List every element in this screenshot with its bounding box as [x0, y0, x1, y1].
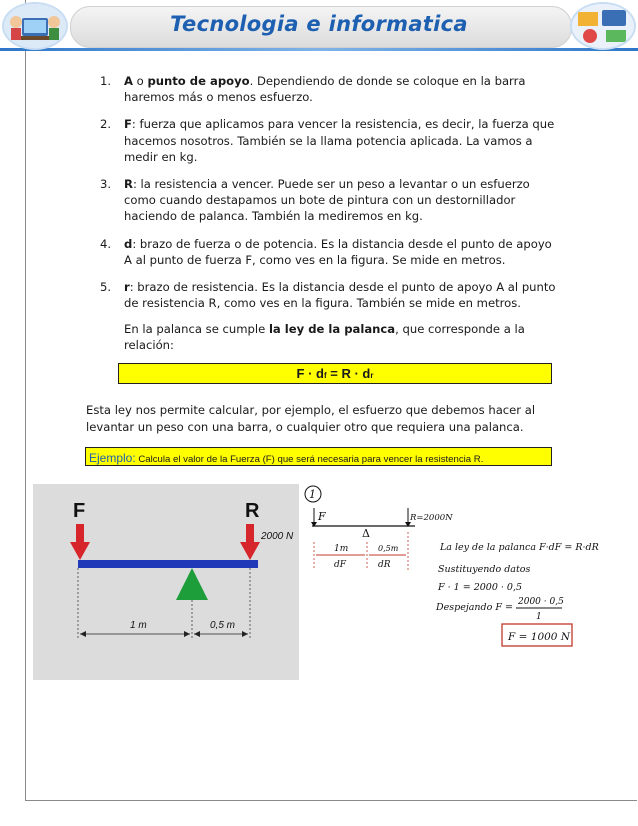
hw-pivot-icon: Δ — [362, 527, 370, 540]
ejemplo-text: Calcula el valor de la Fuerza (F) que será necesaria para vencer la resistencia R. — [135, 454, 484, 465]
hw-line-despejando: Despejando F = — [436, 602, 513, 613]
ejemplo-label: Ejemplo: — [89, 451, 136, 465]
list-item — [88, 236, 558, 268]
definition-text: : fuerza que aplicamos para vencer la resistencia, es decir, la fuerza que hacemos nosotros. También se la llama potencia aplicada. La vamos a medir en kg. — [124, 117, 555, 164]
palanca-text-end: , que corresponde a la relación: — [124, 322, 525, 353]
term-r: R — [124, 177, 133, 192]
handwritten-solution — [300, 480, 630, 660]
header-divider — [0, 48, 638, 51]
force-label: F — [73, 500, 86, 522]
header — [0, 0, 638, 58]
term-d: d — [124, 236, 133, 251]
list-item — [88, 279, 558, 311]
lever-bar — [78, 560, 258, 568]
definition-text: : la resistencia a vencer. Puede ser un peso a levantar o un esfuerzo como cuando destapamos un bote de pintura con un destornillador haciendo de palanca. También la mediremos en kg. — [124, 177, 530, 224]
distance-2-label: 0,5 m — [210, 620, 236, 631]
list-number: 5. — [100, 280, 112, 295]
palanca-paragraph — [124, 321, 564, 353]
page-title: Tecnologia e informatica — [170, 12, 468, 36]
formula-right: = R · d — [326, 366, 371, 381]
hw-fraction-denominator: 1 — [536, 612, 542, 622]
palanca-text: En la palanca se cumple — [124, 322, 269, 336]
resistance-value: 2000 N — [261, 531, 294, 542]
hw-result: F = 1000 N — [508, 631, 571, 643]
hw-line-ley: La ley de la palanca F·dF = R·dR — [440, 542, 599, 553]
ley-de-la-palanca-term: la ley de la palanca — [268, 322, 396, 336]
lever-diagram — [33, 484, 299, 680]
definitions-list — [88, 73, 558, 322]
hw-line-sustituyendo: Sustituyendo datos — [438, 564, 531, 575]
ejemplo-box — [85, 447, 552, 466]
list-number: 4. — [100, 236, 112, 251]
list-item — [88, 116, 558, 165]
list-item — [88, 73, 558, 105]
hw-d1-label: dF — [334, 560, 347, 570]
definition-text: : brazo de fuerza o de potencia. Es la distancia desde el punto de apoyo A al punto de fuerza F, como ves en la figura. Se mide en metros. — [124, 236, 552, 267]
hw-d1-value: 1m — [334, 544, 349, 554]
hw-resistance-label: R=2000N — [410, 513, 453, 523]
definition-text: : brazo de resistencia. Es la distancia desde el punto de apoyo A al punto de resistencia R, como ves en la figura. También se mide en metros. — [124, 280, 556, 311]
connector-text: o — [132, 74, 148, 88]
term-f: F — [124, 117, 132, 132]
hw-d2-value: 0,5m — [378, 544, 399, 553]
term-a: A — [124, 74, 133, 88]
term-r-lower: r — [124, 280, 130, 295]
distance-1-label: 1 m — [130, 620, 147, 631]
formula-sub-f: f — [323, 371, 327, 380]
step-number: 1 — [309, 488, 316, 501]
hw-d2-label: dR — [378, 560, 391, 570]
resistance-label: R — [245, 500, 260, 522]
ley-explanation: Esta ley nos permite calcular, por ejemplo, el esfuerzo que debemos hacer al levantar un peso con una barra, o cualquier otro que requiera una palanca. — [86, 403, 536, 434]
hw-force-label: F — [318, 510, 326, 523]
formula-box — [118, 363, 552, 384]
list-number: 1. — [100, 74, 112, 88]
hw-line-substitution: F · 1 = 2000 · 0,5 — [438, 582, 523, 593]
definition-text: . Dependiendo de donde se coloque en la barra haremos más o menos esfuerzo. — [124, 74, 526, 105]
term-punto-de-apoyo: punto de apoyo — [147, 74, 250, 88]
formula-left: F · d — [296, 366, 324, 381]
list-number: 3. — [100, 177, 112, 192]
list-item — [88, 176, 558, 225]
hw-fraction-numerator: 2000 · 0,5 — [518, 597, 564, 607]
formula-sub-r: r — [370, 371, 374, 380]
list-number: 2. — [100, 117, 112, 132]
